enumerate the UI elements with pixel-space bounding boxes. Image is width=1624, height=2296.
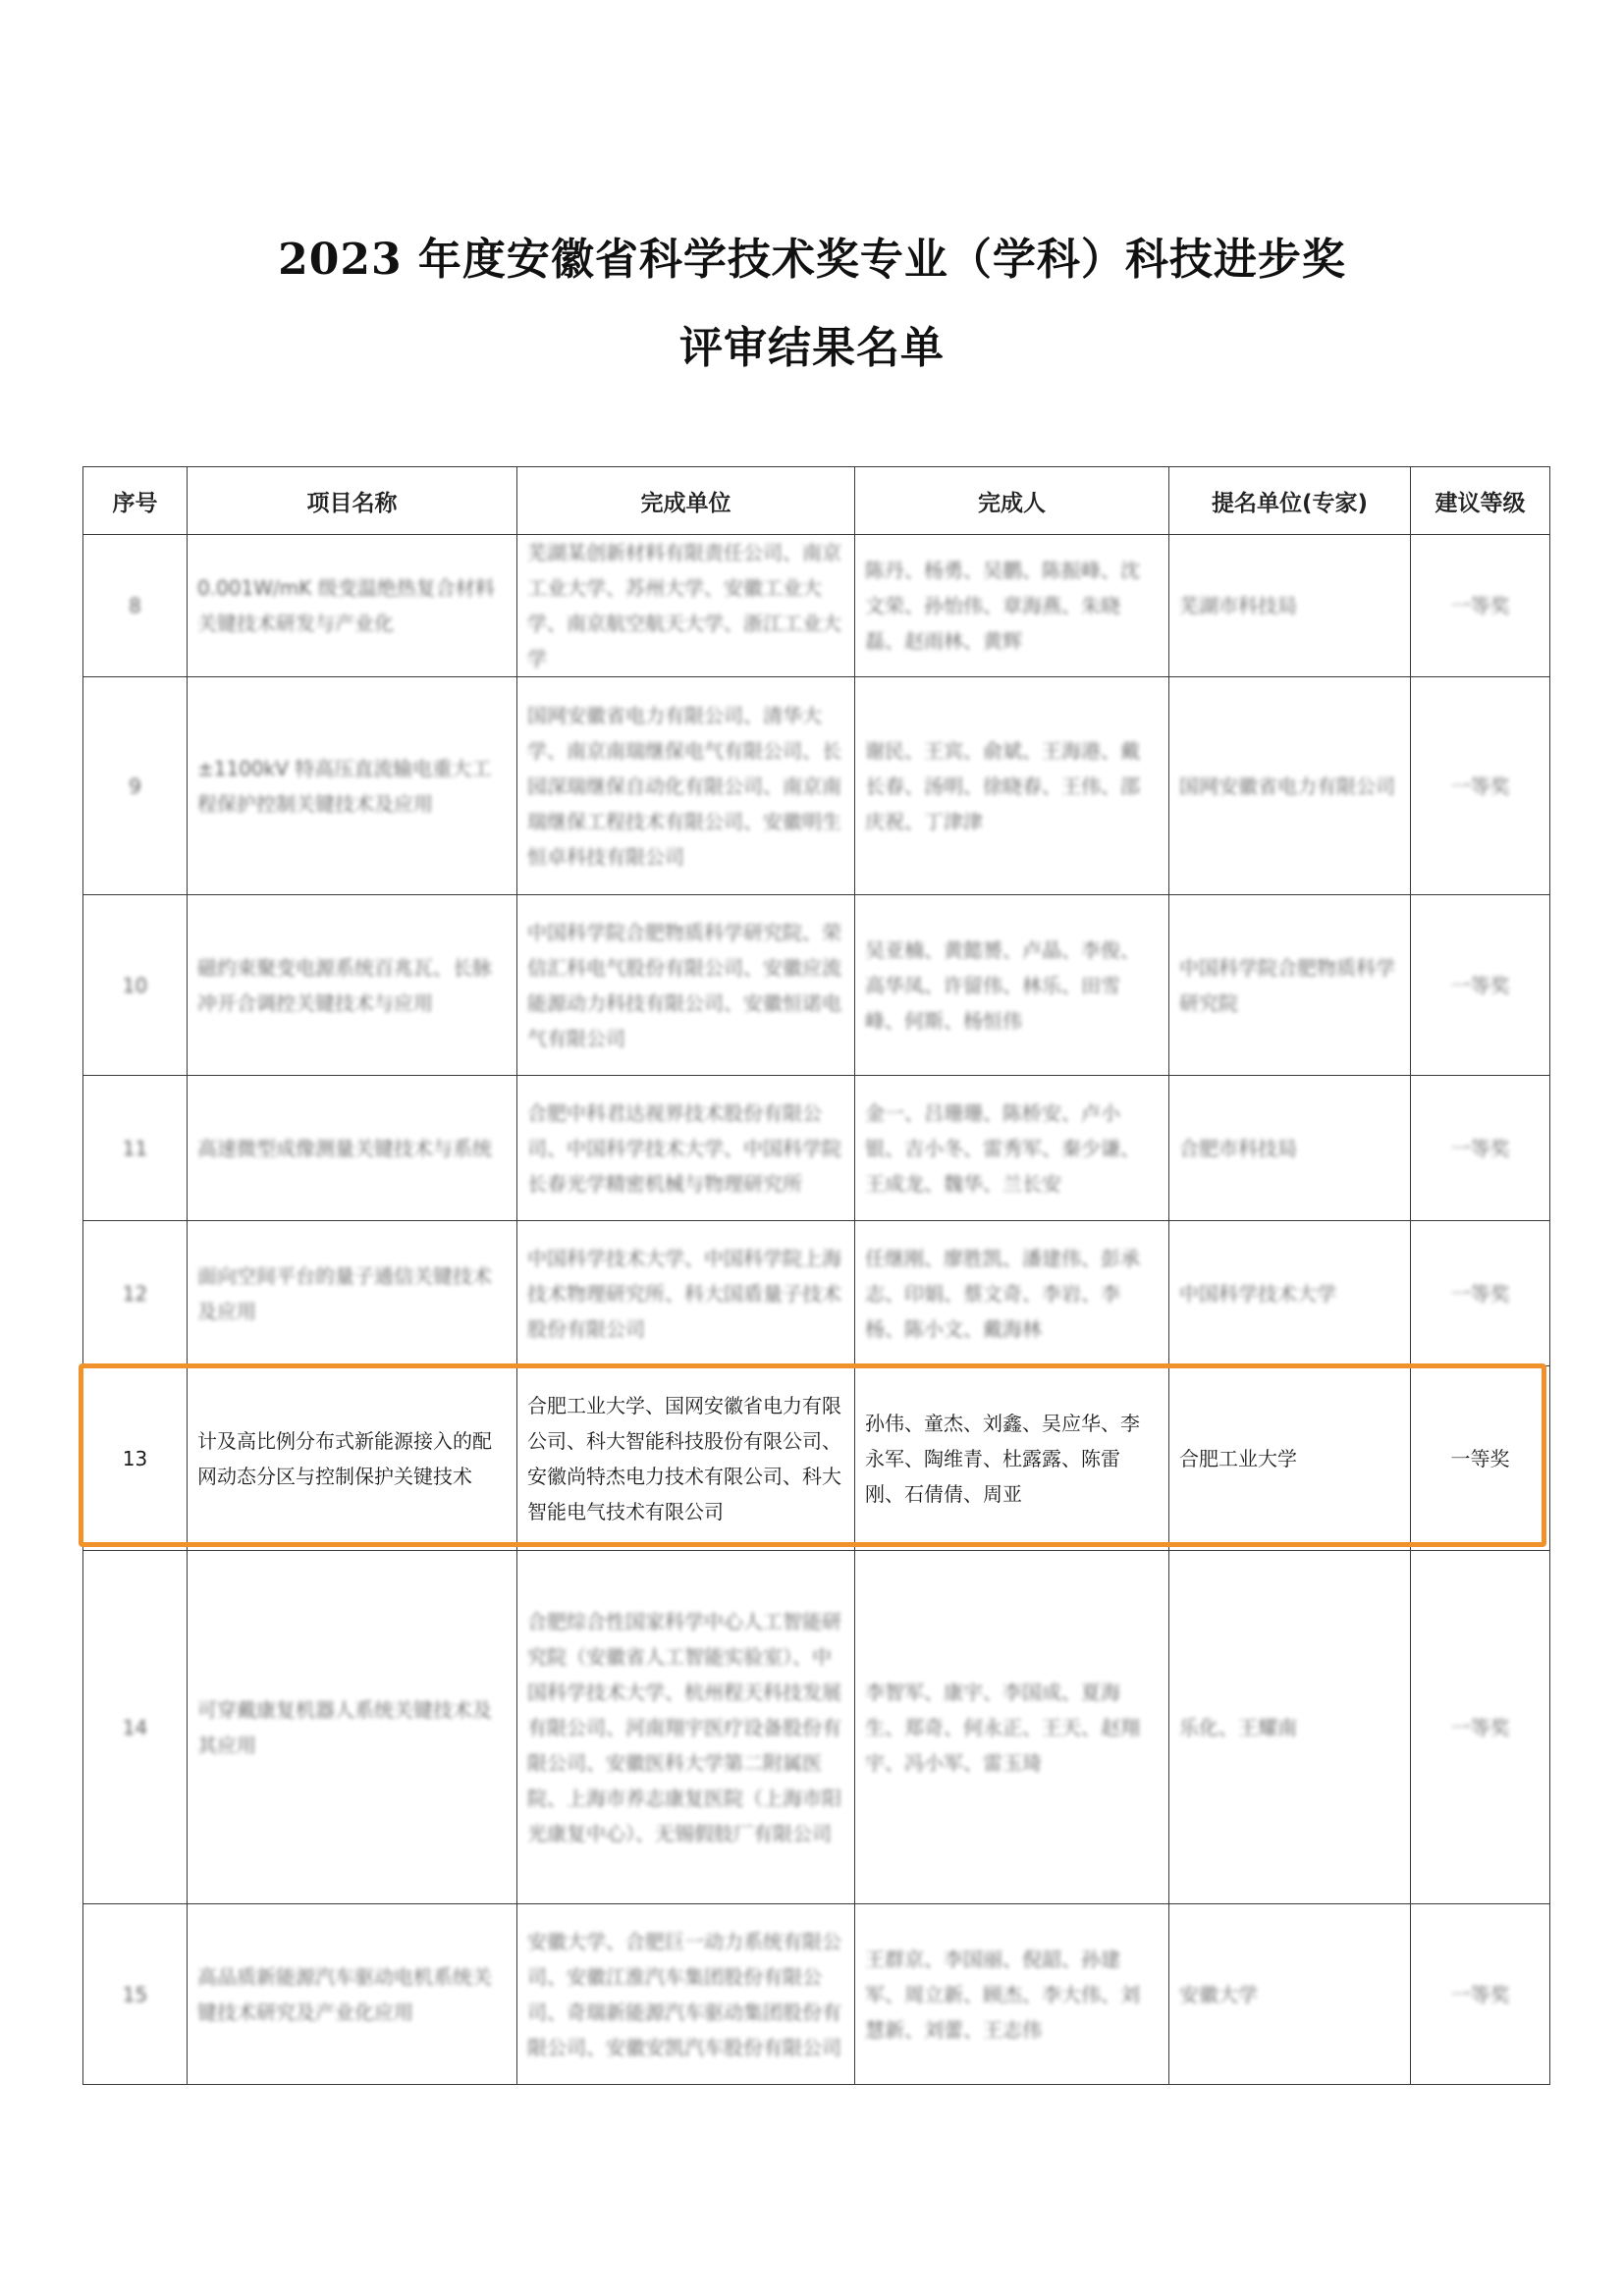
- document-subtitle: 评审结果名单: [679, 323, 945, 373]
- row-persons: 吴亚楠、黄懿赟、卢晶、李俊、高华凤、许留伟、林乐、田雪峰、何斯、杨恒伟: [855, 895, 1169, 1076]
- row-project: 0.001W/mK 级变温绝热复合材料关键技术研发与产业化: [188, 535, 517, 677]
- row-persons: 谢民、王宾、俞斌、王海港、戴长春、汤明、徐晓春、王伟、邵庆祝、丁津津: [855, 677, 1169, 895]
- table-row: [83, 1904, 1550, 2085]
- table-row-highlighted: [83, 1366, 1550, 1551]
- row-grade: 一等奖: [1411, 1366, 1550, 1551]
- row-units: 合肥中科君达视界技术股份有限公司、中国科学技术大学、中国科学院长春光学精密机械与物理研究所: [517, 1076, 855, 1221]
- row-project: 可穿戴康复机器人系统关键技术及其应用: [188, 1551, 517, 1904]
- header-units: 完成单位: [517, 467, 855, 535]
- row-grade: 一等奖: [1411, 677, 1550, 895]
- row-project: 高速微型成像测量关键技术与系统: [188, 1076, 517, 1221]
- row-nominator: 合肥市科技局: [1169, 1076, 1411, 1221]
- row-persons: 孙伟、童杰、刘鑫、吴应华、李永军、陶维青、杜露露、陈雷刚、石倩倩、周亚: [855, 1366, 1169, 1551]
- row-grade: 一等奖: [1411, 1076, 1550, 1221]
- row-persons: 李智军、康宇、李国成、夏海生、郑奇、何永正、王天、赵翔宇、冯小军、雷玉琦: [855, 1551, 1169, 1904]
- row-persons: 任继刚、廖胜凯、潘建伟、彭承志、印娟、蔡文奇、李岩、李杨、陈小文、戴海林: [855, 1221, 1169, 1366]
- row-units: 芜湖某创新材料有限责任公司、南京工业大学、苏州大学、安徽工业大学、南京航空航天大学、浙江工业大学: [517, 535, 855, 677]
- header-nominator: 提名单位(专家): [1169, 467, 1411, 535]
- row-project: 高品质新能源汽车驱动电机系统关键技术研究及产业化应用: [188, 1904, 517, 2085]
- row-units: 中国科学院合肥物质科学研究院、荣信汇科电气股份有限公司、安徽应流能源动力科技有限公司、安徽恒诺电气有限公司: [517, 895, 855, 1076]
- header-grade: 建议等级: [1411, 467, 1550, 535]
- row-units: 合肥工业大学、国网安徽省电力有限公司、科大智能科技股份有限公司、安徽尚特杰电力技术有限公司、科大智能电气技术有限公司: [517, 1366, 855, 1551]
- row-units: 合肥综合性国家科学中心人工智能研究院（安徽省人工智能实验室）、中国科学技术大学、杭州程天科技发展有限公司、河南翔宇医疗设备股份有限公司、安徽医科大学第二附属医院、上海市养志康复医院（上海市阳光康复中心）、无锡假肢厂有限公司: [517, 1551, 855, 1904]
- row-seq: 13: [83, 1366, 188, 1551]
- row-grade: 一等奖: [1411, 1904, 1550, 2085]
- row-seq: 15: [83, 1904, 188, 2085]
- table-row: [83, 895, 1550, 1076]
- document-title: 2023 年度安徽省科学技术奖专业（学科）科技进步奖: [278, 235, 1346, 285]
- row-grade: 一等奖: [1411, 1551, 1550, 1904]
- table-row: [83, 535, 1550, 677]
- row-project: 计及高比例分布式新能源接入的配网动态分区与控制保护关键技术: [188, 1366, 517, 1551]
- header-seq: 序号: [83, 467, 188, 535]
- table-row: [83, 1551, 1550, 1904]
- row-persons: 王群京、李国丽、倪韶、孙建军、周立新、顾杰、李大伟、刘慧新、刘蕾、王志伟: [855, 1904, 1169, 2085]
- row-seq: 11: [83, 1076, 188, 1221]
- table-header-row: [83, 467, 1550, 535]
- table-row: [83, 1076, 1550, 1221]
- row-seq: 8: [83, 535, 188, 677]
- header-persons: 完成人: [855, 467, 1169, 535]
- row-seq: 9: [83, 677, 188, 895]
- row-seq: 14: [83, 1551, 188, 1904]
- row-nominator: 芜湖市科技局: [1169, 535, 1411, 677]
- row-persons: 金一、吕珊珊、陈桥安、卢小银、吉小冬、雷秀军、秦少谦、王成龙、魏华、兰长安: [855, 1076, 1169, 1221]
- header-project: 项目名称: [188, 467, 517, 535]
- table-row: [83, 1221, 1550, 1366]
- row-nominator: 乐化、王耀南: [1169, 1551, 1411, 1904]
- row-seq: 10: [83, 895, 188, 1076]
- row-project: ±1100kV 特高压直流输电重大工程保护控制关键技术及应用: [188, 677, 517, 895]
- awards-table: [82, 466, 1550, 2085]
- row-units: 国网安徽省电力有限公司、清华大学、南京南瑞继保电气有限公司、长园深瑞继保自动化有限公司、南京南瑞继保工程技术有限公司、安徽明生恒卓科技有限公司: [517, 677, 855, 895]
- row-units: 中国科学技术大学、中国科学院上海技术物理研究所、科大国盾量子技术股份有限公司: [517, 1221, 855, 1366]
- row-nominator: 合肥工业大学: [1169, 1366, 1411, 1551]
- row-grade: 一等奖: [1411, 895, 1550, 1076]
- row-project: 面向空间平台的量子通信关键技术及应用: [188, 1221, 517, 1366]
- row-grade: 一等奖: [1411, 535, 1550, 677]
- row-nominator: 安徽大学: [1169, 1904, 1411, 2085]
- row-seq: 12: [83, 1221, 188, 1366]
- row-project: 磁约束聚变电源系统百兆瓦、长脉冲开合调控关键技术与应用: [188, 895, 517, 1076]
- row-persons: 陈丹、杨勇、吴鹏、陈振峰、沈文荣、孙怡伟、章海燕、朱晓磊、赵雨林、黄辉: [855, 535, 1169, 677]
- row-nominator: 国网安徽省电力有限公司: [1169, 677, 1411, 895]
- row-nominator: 中国科学技术大学: [1169, 1221, 1411, 1366]
- table-row: [83, 677, 1550, 895]
- row-nominator: 中国科学院合肥物质科学研究院: [1169, 895, 1411, 1076]
- row-grade: 一等奖: [1411, 1221, 1550, 1366]
- row-units: 安徽大学、合肥巨一动力系统有限公司、安徽江淮汽车集团股份有限公司、奇瑞新能源汽车驱动集团股份有限公司、安徽安凯汽车股份有限公司: [517, 1904, 855, 2085]
